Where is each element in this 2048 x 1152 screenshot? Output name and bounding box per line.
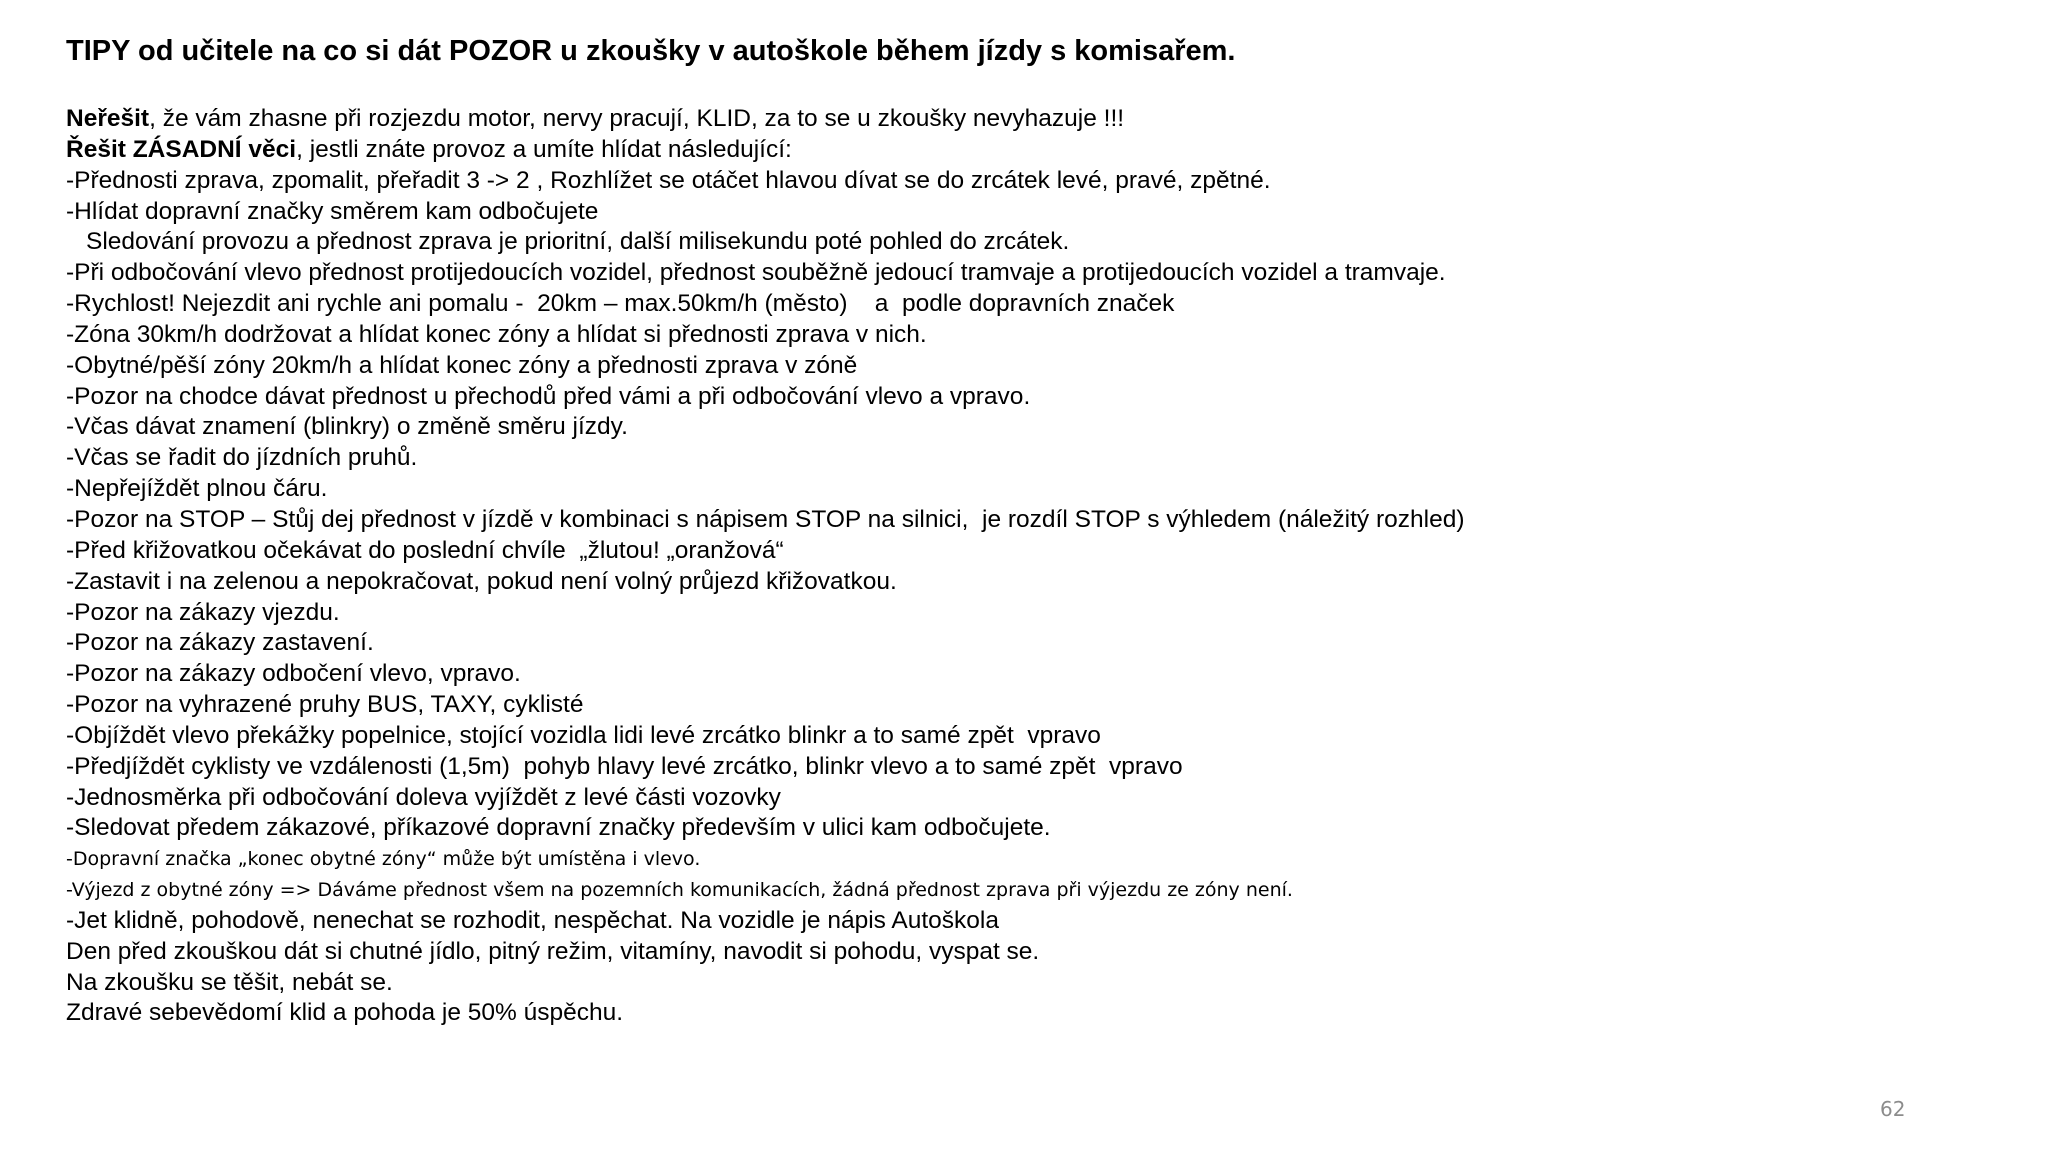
tip-line: -Předjíždět cyklisty ve vzdálenosti (1,5m) pohyb hlavy levé zrcátko, blinkr vlevo a to samé zpět vpravo: [66, 752, 1183, 780]
tip-line: -Výjezd z obytné zóny => Dáváme přednost všem na pozemních komunikacích, žádná přednost zprava při výjezdu ze zóny není.: [66, 879, 1293, 902]
tip-line: Den před zkouškou dát si chutné jídlo, pitný režim, vitamíny, navodit si pohodu, vyspat se.: [66, 937, 1040, 965]
tip-line: -Pozor na zákazy odbočení vlevo, vpravo.: [66, 660, 521, 688]
tip-line: -Obytné/pěší zóny 20km/h a hlídat konec zóny a přednosti zprava v zóně: [66, 351, 858, 379]
page-number: 62: [1880, 1097, 1906, 1121]
tip-line: -Při odbočování vlevo přednost protijedoucích vozidel, přednost souběžně jedoucí tramvaje a protijedoucích vozidel a tramvaje.: [66, 259, 1446, 287]
tip-line-text: , jestli znáte provoz a umíte hlídat následující:: [296, 135, 792, 163]
tip-line: [66, 135, 1966, 166]
slide-title: TIPY od učitele na co si dát POZOR u zkoušky v autoškole během jízdy s komisařem.: [66, 35, 1236, 67]
tip-line: [66, 104, 1966, 135]
tip-line: Zdravé sebevědomí klid a pohoda je 50% úspěchu.: [66, 999, 624, 1027]
tip-line: -Rychlost! Nejezdit ani rychle ani pomalu - 20km – max.50km/h (město) a podle dopravních značek: [66, 290, 1175, 318]
tip-line-text: , že vám zhasne při rozjezdu motor, nervy pracují, KLID, za to se u zkoušky nevyhazuje !!!: [149, 105, 1125, 132]
tip-line: -Zóna 30km/h dodržovat a hlídat konec zóny a hlídat si přednosti zprava v nich.: [66, 320, 927, 348]
tip-line: Na zkoušku se těšit, nebát se.: [66, 968, 393, 996]
tip-line: -Pozor na zákazy vjezdu.: [66, 598, 340, 626]
tip-line: -Jet klidně, pohodově, nenechat se rozhodit, nespěchat. Na vozidle je nápis Autoškola: [66, 906, 999, 934]
tip-line: -Pozor na STOP – Stůj dej přednost v jízdě v kombinaci s nápisem STOP na silnici, je rozdíl STOP s výhledem (náležitý rozhled): [66, 505, 1465, 533]
tip-line: -Pozor na chodce dávat přednost u přechodů před vámi a při odbočování vlevo a vpravo.: [66, 382, 1031, 410]
tip-line: -Zastavit i na zelenou a nepokračovat, pokud není volný průjezd křižovatkou.: [66, 567, 897, 595]
tip-line: -Včas se řadit do jízdních pruhů.: [66, 444, 418, 472]
tip-line: -Nepřejíždět plnou čáru.: [66, 475, 328, 503]
tip-line: -Hlídat dopravní značky směrem kam odbočujete: [66, 197, 599, 225]
tip-line: -Objíždět vlevo překážky popelnice, stojící vozidla lidi levé zrcátko blinkr a to samé zpět vpravo: [66, 721, 1101, 749]
tips-text-block: [66, 104, 1966, 1029]
tip-line: -Dopravní značka „konec obytné zóny“ může být umístěna i vlevo.: [66, 848, 701, 871]
tip-line: -Pozor na vyhrazené pruhy BUS, TAXY, cyklisté: [66, 691, 584, 719]
tip-line-bold: Řešit ZÁSADNÍ věci: [66, 135, 297, 163]
tip-line: -Před křižovatkou očekávat do poslední chvíle „žlutou! „oranžová“: [66, 536, 784, 564]
tip-line: -Sledovat předem zákazové, příkazové dopravní značky především v ulici kam odbočujete.: [66, 814, 1051, 842]
tip-line: -Včas dávat znamení (blinkry) o změně směru jízdy.: [66, 413, 628, 441]
tip-line: -Pozor na zákazy zastavení.: [66, 629, 374, 657]
tip-line: -Přednosti zprava, zpomalit, přeřadit 3 -> 2 , Rozhlížet se otáčet hlavou dívat se do zrcátek levé, pravé, zpětné.: [66, 166, 1271, 194]
tip-line: -Jednosměrka při odbočování doleva vyjíždět z levé části vozovky: [66, 783, 781, 811]
tip-line: Sledování provozu a přednost zprava je prioritní, další milisekundu poté pohled do zrcátek.: [86, 228, 1070, 256]
tip-line-bold: Neřešit: [66, 105, 150, 132]
